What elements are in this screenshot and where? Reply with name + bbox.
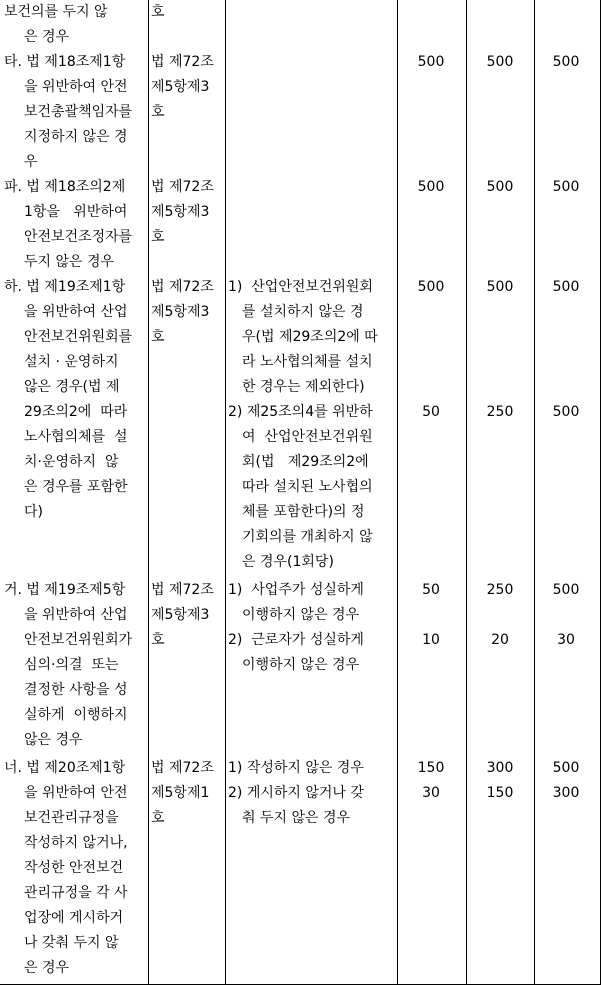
violation-line: 나 갖춰 두지 않 [24, 935, 119, 951]
amount-first: 500 [417, 279, 445, 295]
amount-third: 500 [552, 179, 580, 195]
law-line: 법 제72조 [151, 760, 214, 776]
amount-third: 500 [552, 279, 580, 295]
violation-line: 치·운영하지 않 [24, 454, 119, 470]
amount-first: 50 [422, 582, 440, 598]
violation-line: 은 경우 [24, 960, 70, 976]
detail-line: 이행하지 않은 경우 [242, 607, 360, 623]
law-line: 제5항제1 [151, 785, 210, 801]
amount-first: 500 [417, 54, 445, 70]
violation-line: 노사협의체를 설 [24, 429, 128, 445]
violation-line: 우 [24, 154, 38, 170]
detail-line: 한 경우는 제외한다) [242, 379, 365, 395]
law-line: 제5항제3 [151, 607, 210, 623]
detail-line: 은 경우(1회당) [242, 554, 334, 570]
violation-line: 파. 법 제18조의2제 [4, 179, 126, 195]
violation-line: 을 위반하여 안전 [24, 79, 128, 95]
detail-line: 라 노사협의체를 설치 [242, 354, 373, 370]
violation-line: 보건의를 두지 않 [4, 4, 108, 20]
violation-line: 을 위반하여 안전 [24, 785, 128, 801]
violation-line: 하. 법 제19조제1항 [4, 279, 126, 295]
law-line: 호 [151, 104, 165, 120]
law-line: 호 [151, 810, 165, 826]
amount-third: 500 [552, 54, 580, 70]
law-line: 법 제72조 [151, 582, 214, 598]
amount-third: 500 [552, 760, 580, 776]
detail-line: 를 설치하지 않은 경 [242, 304, 364, 320]
violation-line: 거. 법 제19조제5항 [4, 582, 126, 598]
detail-line: 2) 제25조의4를 위반하 [228, 404, 373, 420]
detail-line: 기회의를 개최하지 않 [242, 529, 373, 545]
detail-line: 2) 게시하지 않거나 갖 [228, 785, 364, 801]
law-line: 호 [151, 4, 165, 20]
violation-line: 보건관리규정을 [24, 810, 119, 826]
detail-line: 춰 두지 않은 경우 [242, 810, 351, 826]
violation-line: 업장에 게시하거 [24, 910, 124, 926]
amount-third: 500 [552, 582, 580, 598]
violation-line: 작성한 안전보건 [24, 860, 124, 876]
column-divider [397, 0, 398, 985]
detail-line: 따라 설치된 노사협의 [242, 479, 373, 495]
violation-line: 안전보건위원회를 [24, 329, 133, 345]
amount-third: 500 [552, 404, 580, 420]
detail-line: 1) 산업안전보건위원회 [228, 279, 373, 295]
amount-first: 30 [422, 785, 440, 801]
amount-second: 500 [486, 54, 514, 70]
violation-line: 심의·의결 또는 [24, 657, 119, 673]
amount-third: 300 [552, 785, 580, 801]
detail-line: 회(법 제29조의2에 [242, 454, 369, 470]
violation-line: 지정하지 않은 경 [24, 129, 128, 145]
violation-line: 설치 · 운영하지 [24, 354, 119, 370]
law-line: 제5항제3 [151, 304, 210, 320]
law-line: 호 [151, 632, 165, 648]
detail-line: 이행하지 않은 경우 [242, 657, 360, 673]
law-line: 법 제72조 [151, 54, 214, 70]
amount-first: 50 [422, 404, 440, 420]
amount-second: 300 [486, 760, 514, 776]
law-line: 제5항제3 [151, 79, 210, 95]
column-divider [225, 0, 226, 985]
amount-first: 10 [422, 632, 440, 648]
violation-line: 은 경우를 포함한 [24, 479, 128, 495]
violation-line: 안전보건조정자를 [24, 229, 133, 245]
violation-line: 을 위반하여 산업 [24, 607, 128, 623]
detail-line: 2) 근로자가 성실하게 [228, 632, 364, 648]
amount-second: 250 [486, 404, 514, 420]
law-line: 호 [151, 329, 165, 345]
amount-second: 500 [486, 279, 514, 295]
violation-line: 1항을 위반하여 [24, 204, 128, 220]
violation-line: 타. 법 제18조제1항 [4, 54, 126, 70]
detail-line: 우(법 제29조의2에 따 [242, 329, 378, 345]
amount-second: 20 [491, 632, 509, 648]
violation-line: 너. 법 제20조제1항 [4, 760, 126, 776]
violation-line: 결정한 사항을 성 [24, 682, 128, 698]
violation-line: 두지 않은 경우 [24, 254, 115, 270]
column-divider [148, 0, 149, 985]
violation-line: 을 위반하여 산업 [24, 304, 128, 320]
violation-line: 다) [24, 504, 43, 520]
amount-first: 150 [417, 760, 445, 776]
violation-line: 관리규정을 각 사 [24, 885, 128, 901]
violation-line: 실하게 이행하지 [24, 707, 128, 723]
violation-line: 보건총괄책임자를 [24, 104, 133, 120]
amount-first: 500 [417, 179, 445, 195]
amount-second: 250 [486, 582, 514, 598]
column-divider [534, 0, 535, 985]
detail-line: 여 산업안전보건위원 [242, 429, 373, 445]
detail-line: 1) 사업주가 성실하게 [228, 582, 364, 598]
violation-line: 은 경우 [24, 29, 70, 45]
detail-line: 1) 작성하지 않은 경우 [228, 760, 364, 776]
law-line: 법 제72조 [151, 279, 214, 295]
violation-line: 않은 경우 [24, 732, 83, 748]
amount-second: 150 [486, 785, 514, 801]
violation-line: 29조의2에 따라 [24, 404, 128, 420]
violation-line: 않은 경우(법 제 [24, 379, 120, 395]
violation-line: 작성하지 않거나, [24, 835, 128, 851]
amount-third: 30 [557, 632, 575, 648]
amount-second: 500 [486, 179, 514, 195]
detail-line: 체를 포함한다)의 정 [242, 504, 365, 520]
column-divider [466, 0, 467, 985]
law-line: 제5항제3 [151, 204, 210, 220]
law-line: 법 제72조 [151, 179, 214, 195]
law-line: 호 [151, 229, 165, 245]
violation-line: 안전보건위원회가 [24, 632, 133, 648]
